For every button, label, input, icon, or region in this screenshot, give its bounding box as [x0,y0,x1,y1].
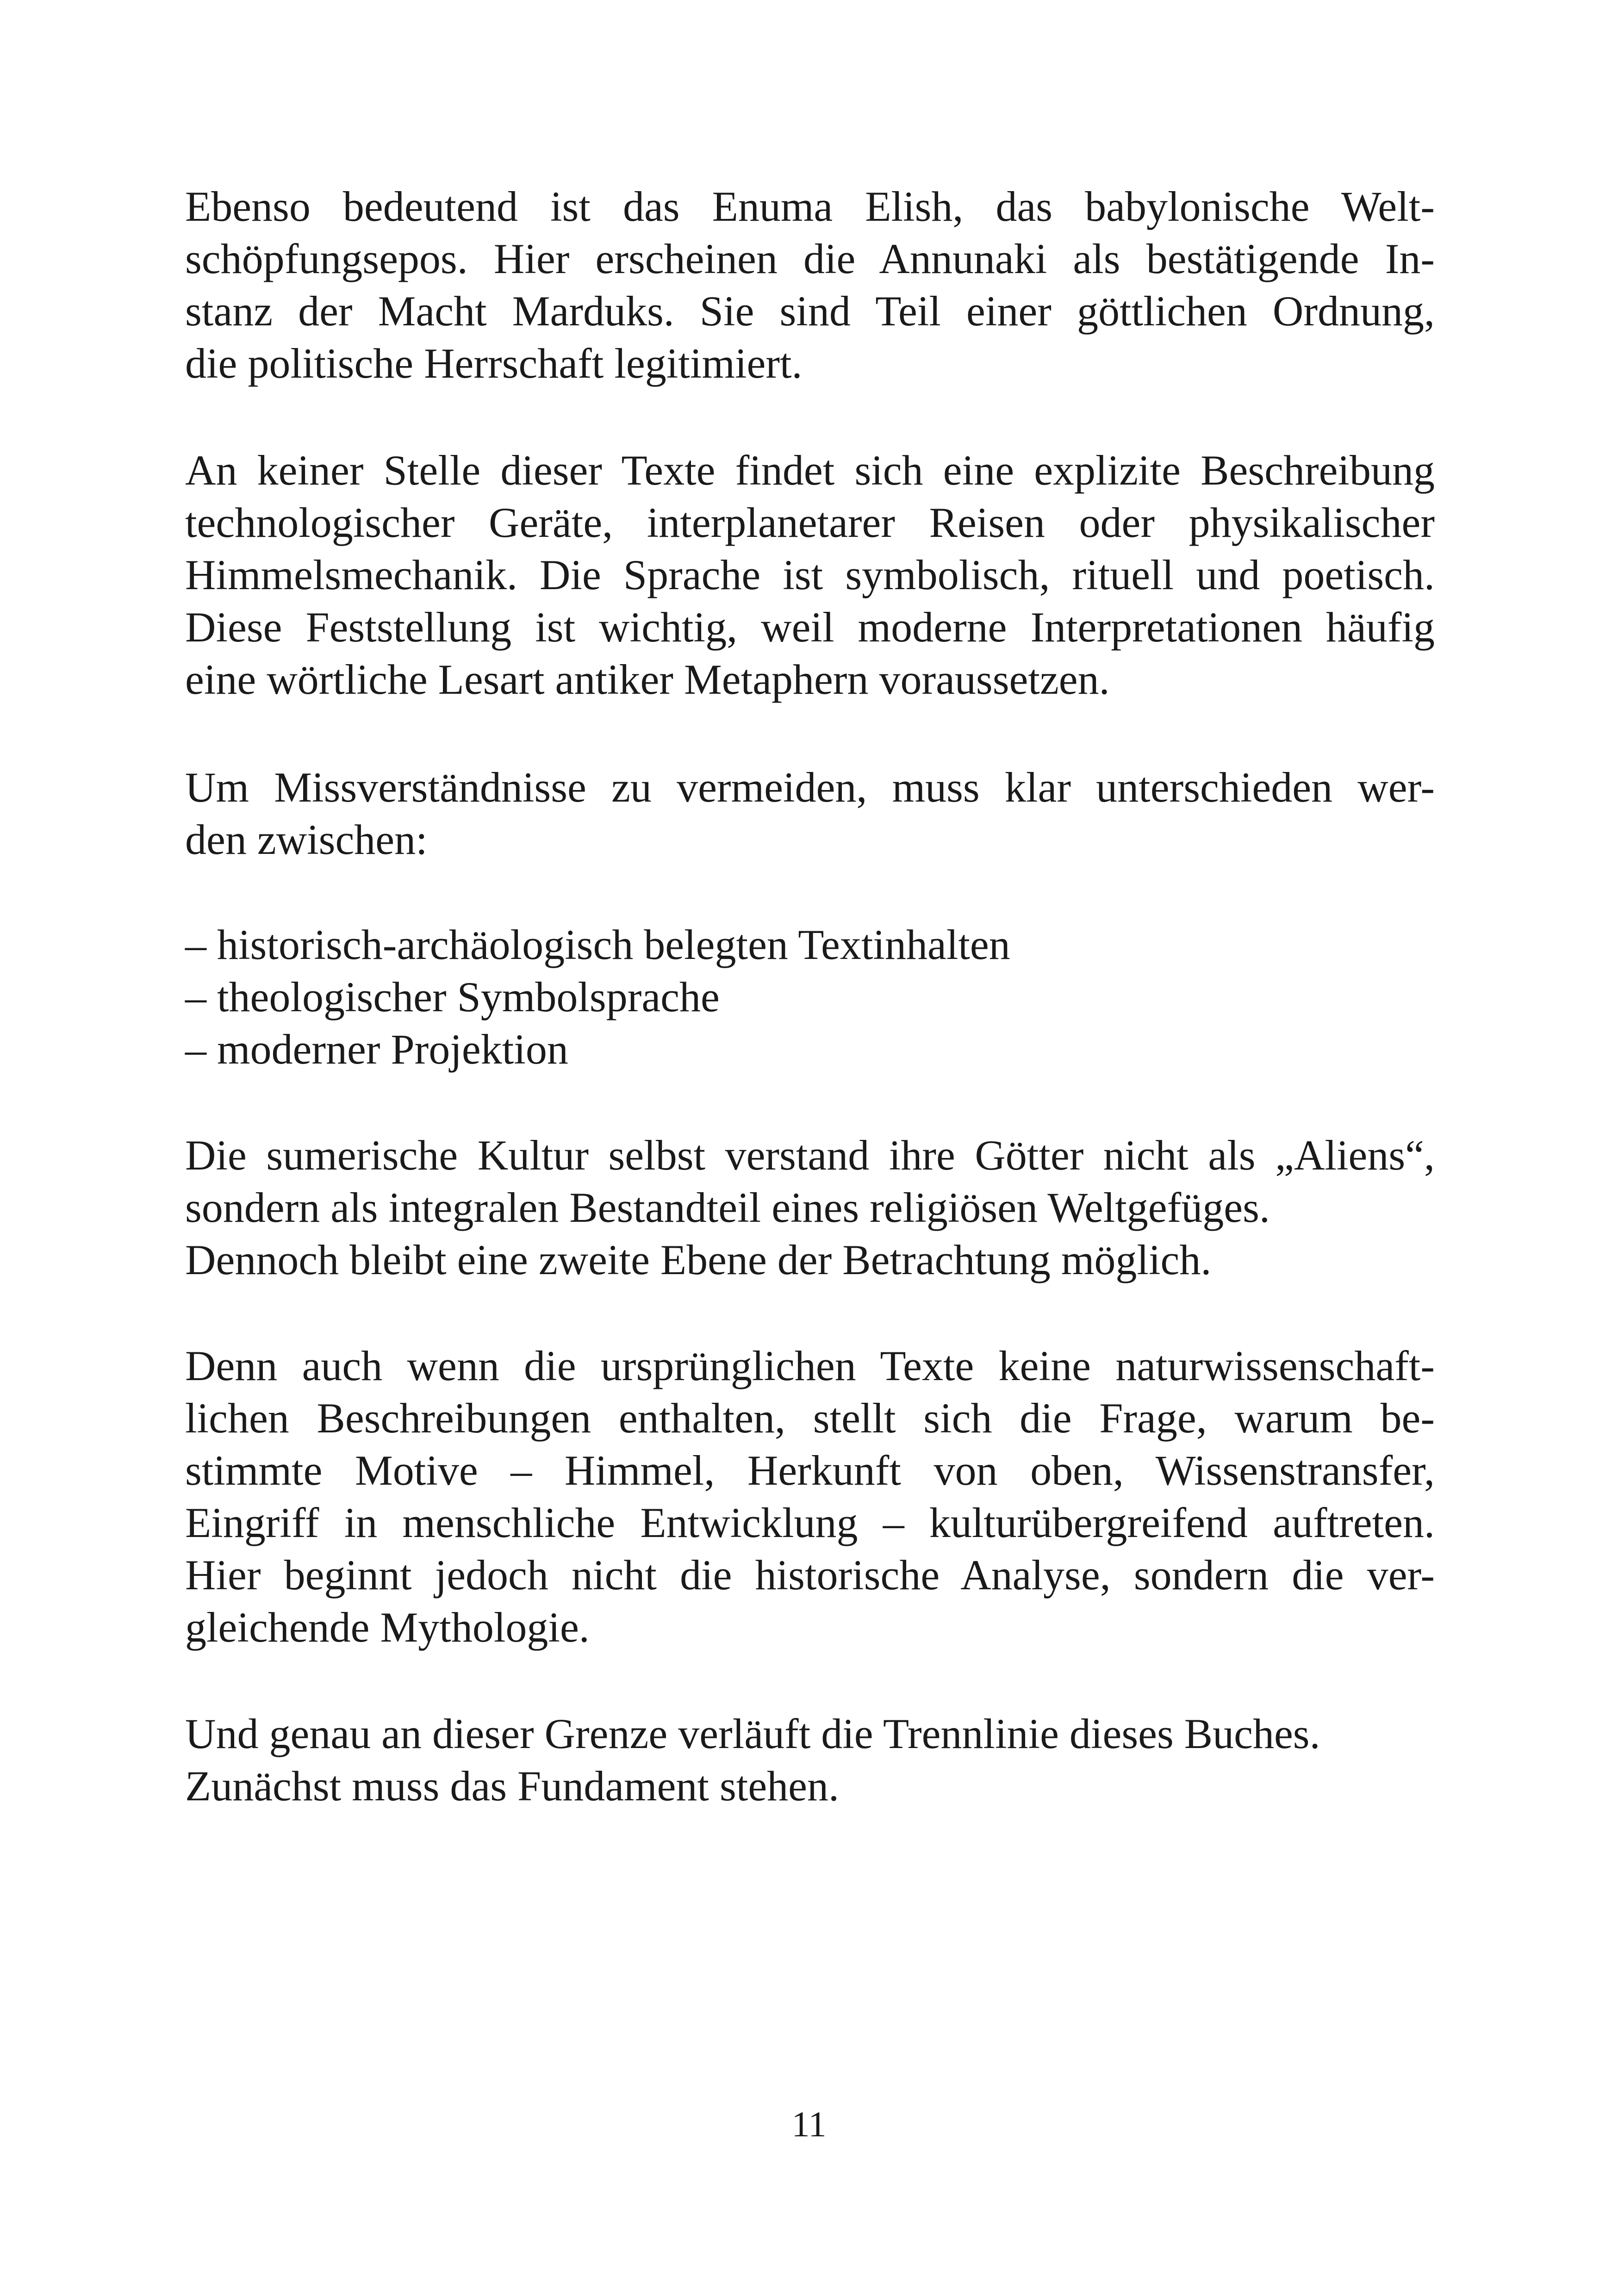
text-line: den zwischen: [185,816,428,863]
text-line: Die sumerische Kultur selbst verstand ihre Götter nicht als „Aliens“, [185,1132,1435,1179]
list-item: – moderner Projektion [185,1026,568,1073]
text-line: An keiner Stelle dieser Texte findet sich eine explizite Beschreibung [185,447,1435,494]
paragraph-enuma-elish [185,180,1435,390]
text-line: schöpfungsepos. Hier erscheinen die Annunaki als bestätigende In- [185,235,1435,282]
text-line: sondern als integralen Bestandteil eines religiösen Weltgefüges. [185,1184,1270,1231]
text-line: Himmelsmechanik. Die Sprache ist symbolisch, rituell und poetisch. [185,551,1435,598]
paragraph-distinction [185,761,1435,866]
text-line: gleichende Mythologie. [185,1604,590,1651]
text-line: stimmte Motive – Himmel, Herkunft von oben, Wissenstransfer, [185,1447,1435,1494]
paragraph-comparative-mythology [185,1340,1435,1654]
list-item: – theologischer Symbolsprache [185,973,720,1020]
text-line: stanz der Macht Marduks. Sie sind Teil einer göttlichen Ordnung, [185,287,1435,335]
list-item: – historisch-archäologisch belegten Textinhalten [185,921,1010,968]
page-number: 11 [791,2104,827,2144]
text-line: Eingriff in menschliche Entwicklung – kulturübergreifend auftreten. [185,1499,1435,1546]
text-line: Und genau an dieser Grenze verläuft die Trennlinie dieses Buches. [185,1710,1320,1757]
text-line: Zunächst muss das Fundament stehen. [185,1762,840,1810]
distinction-list [185,919,1435,1076]
text-line: Hier beginnt jedoch nicht die historische Analyse, sondern die ver- [185,1551,1435,1599]
paragraph-sumerian-culture [185,1129,1435,1286]
text-line: technologischer Geräte, interplanetarer Reisen oder physikalischer [185,499,1435,546]
paragraph-no-technology [185,444,1435,706]
text-line: Dennoch bleibt eine zweite Ebene der Betrachtung möglich. [185,1236,1212,1283]
text-line: die politische Herrschaft legitimiert. [185,340,803,387]
text-line: eine wörtliche Lesart antiker Metaphern voraussetzen. [185,656,1110,703]
text-line: Diese Feststellung ist wichtig, weil moderne Interpretationen häufig [185,604,1435,651]
text-line: Denn auch wenn die ursprünglichen Texte keine naturwissenschaft- [185,1342,1435,1389]
paragraph-boundary [185,1708,1435,1812]
text-line: lichen Beschreibungen enthalten, stellt sich die Frage, warum be- [185,1394,1435,1442]
text-line: Um Missverständnisse zu vermeiden, muss klar unterschieden wer- [185,764,1435,811]
text-line: Ebenso bedeutend ist das Enuma Elish, das babylonische Welt- [185,183,1435,230]
